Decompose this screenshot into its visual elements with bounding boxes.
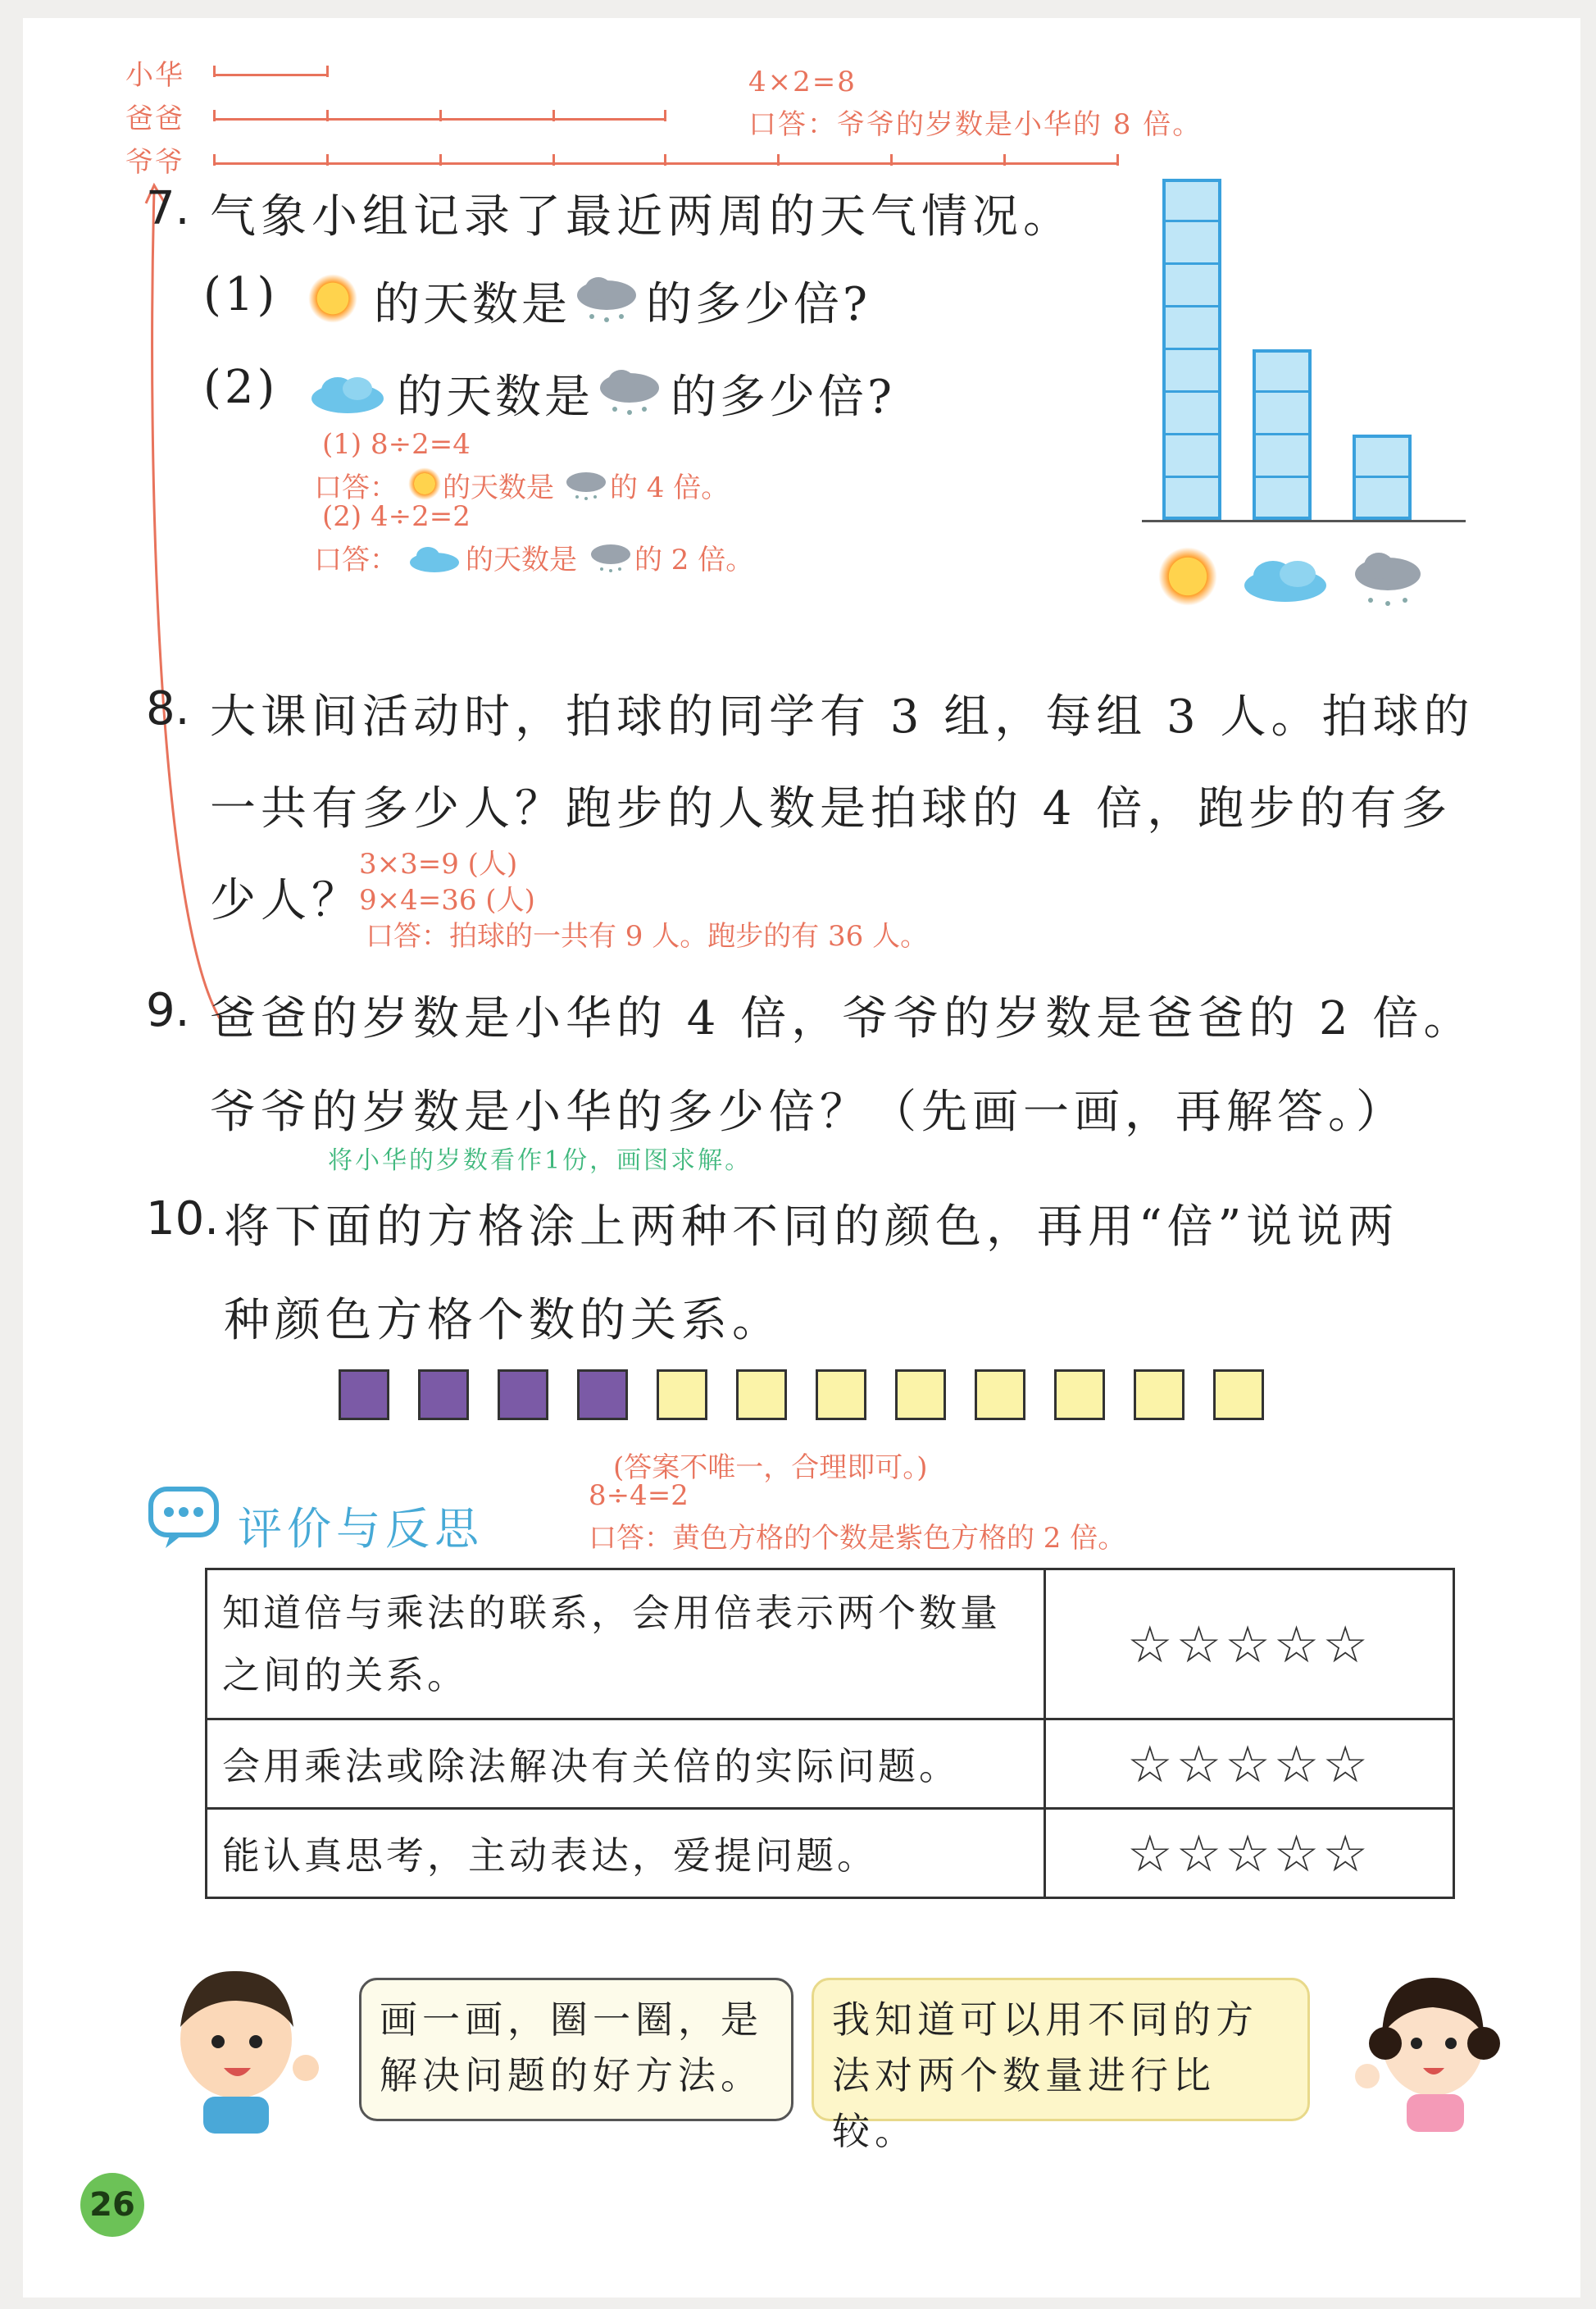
square-yellow[interactable] (1054, 1369, 1105, 1420)
tick (664, 154, 666, 166)
chart-bar-cloud-icon (1253, 349, 1312, 520)
rain-icon (564, 467, 608, 502)
cloud-icon (308, 371, 387, 415)
chart-bar-sun-icon (1162, 179, 1221, 520)
q10-line1: 将下面的方格涂上两种不同的颜色，再用“倍”说说两 (224, 1200, 1399, 1254)
q7-sub1-number: (1) (203, 268, 279, 321)
q8-line3: 少人？ (210, 874, 362, 927)
q10-answer: 口答：黄色方格的个数是紫色方格的 2 倍。 (589, 1522, 1126, 1555)
tick (439, 154, 442, 166)
q7-text: 气象小组记录了最近两周的天气情况。 (210, 190, 1074, 244)
tick (213, 66, 216, 77)
sun-icon (408, 467, 441, 500)
q8-number: 8. (146, 682, 190, 736)
q10-line2: 种颜色方格个数的关系。 (224, 1294, 783, 1347)
q7-number: 7. (146, 182, 190, 235)
q7-sub2-text-a: 的天数是 (397, 371, 593, 424)
rain-icon (589, 540, 633, 574)
square-yellow[interactable] (1213, 1369, 1264, 1420)
diagram-label-yeye: 爷爷 (125, 146, 184, 179)
star-rating[interactable]: ☆☆☆☆☆ (1045, 1719, 1454, 1809)
q7-answer1-prefix: 口答： (314, 471, 398, 504)
square-purple[interactable] (577, 1369, 628, 1420)
q7-sub1-text-a: 的天数是 (374, 278, 571, 331)
section-title: 评价与反思 (238, 1503, 484, 1555)
q7-answer2-mid: 的天数是 (466, 544, 577, 576)
chat-icon (146, 1484, 225, 1553)
eval-text: 能认真思考，主动表达，爱提问题。 (207, 1809, 1045, 1898)
chart-cell-divider (1166, 305, 1218, 307)
q10-note: (答案不唯一，合理即可。) (613, 1451, 928, 1484)
chart-cell-divider (1166, 262, 1218, 265)
square-yellow[interactable] (657, 1369, 707, 1420)
tick (326, 66, 329, 77)
evaluation-table (205, 1568, 1455, 1899)
square-yellow[interactable] (975, 1369, 1025, 1420)
q7-sub2-number: (2) (203, 361, 279, 414)
tick (1003, 154, 1006, 166)
q8-line1: 大课间活动时，拍球的同学有 3 组，每组 3 人。拍球的 (210, 690, 1475, 744)
boy-avatar (146, 1953, 334, 2134)
rain-icon (597, 367, 662, 419)
chart-bar-rain-icon (1353, 435, 1412, 520)
eval-text: 知道倍与乘法的联系，会用倍表示两个数量之间的关系。 (207, 1569, 1045, 1719)
table-row (207, 1809, 1454, 1898)
q8-line2: 一共有多少人？跑步的人数是拍球的 4 倍，跑步的有多 (210, 782, 1453, 836)
girl-avatar (1335, 1953, 1515, 2134)
page (23, 18, 1580, 2298)
eval-text: 会用乘法或除法解决有关倍的实际问题。 (207, 1719, 1045, 1809)
cloud-icon (1240, 553, 1330, 605)
tick (552, 154, 555, 166)
tick (326, 110, 329, 121)
star-rating[interactable]: ☆☆☆☆☆ (1045, 1809, 1454, 1898)
q7-answer2-expr: (2) 4÷2=2 (322, 500, 471, 533)
q8-answer2: 9×4=36 (人) (359, 884, 535, 917)
chart-cell-divider (1166, 390, 1218, 393)
table-row (207, 1569, 1454, 1719)
square-yellow[interactable] (736, 1369, 787, 1420)
girl-speech-bubble: 我知道可以用不同的方法对两个数量进行比较。 (812, 1978, 1310, 2121)
square-purple[interactable] (418, 1369, 469, 1420)
chart-cell-divider (1166, 220, 1218, 222)
tick (890, 154, 893, 166)
q8-answer1: 3×3=9 (人) (359, 848, 518, 881)
diagram-label-xiaohua: 小华 (125, 59, 184, 92)
q9-line2: 爷爷的岁数是小华的多少倍？（先画一画，再解答。） (210, 1086, 1407, 1139)
q7-sub2-text-b: 的多少倍? (671, 371, 896, 424)
chart-cell-divider (1166, 476, 1218, 478)
diagram-label-baba: 爸爸 (125, 102, 184, 135)
star-rating[interactable]: ☆☆☆☆☆ (1045, 1569, 1454, 1719)
rain-icon (574, 274, 639, 326)
q9-number: 9. (146, 984, 190, 1037)
q9-hint: 将小华的岁数看作1份，画图求解。 (328, 1146, 753, 1175)
q10-expr: 8÷4=2 (589, 1479, 689, 1512)
chart-cell-divider (1256, 476, 1308, 478)
q10-number: 10. (146, 1192, 220, 1246)
chart-baseline (1142, 520, 1466, 522)
diagram-answer-text: 口答：爷爷的岁数是小华的 8 倍。 (748, 108, 1203, 141)
square-purple[interactable] (339, 1369, 389, 1420)
tick (1116, 154, 1119, 166)
rain-icon (1351, 549, 1425, 613)
tick (664, 110, 666, 121)
tick (552, 110, 555, 121)
table-row (207, 1719, 1454, 1809)
q7-answer1-expr: (1) 8÷2=4 (322, 428, 471, 461)
chart-cell-divider (1256, 390, 1308, 393)
chart-cell-divider (1166, 433, 1218, 435)
q7-sub1-text-b: 的多少倍? (646, 278, 871, 331)
q7-answer1-mid: 的天数是 (443, 471, 554, 504)
chart-cell-divider (1356, 476, 1408, 478)
q8-answer3: 口答：拍球的一共有 9 人。跑步的有 36 人。 (366, 920, 929, 953)
square-yellow[interactable] (816, 1369, 866, 1420)
tick (213, 110, 216, 121)
chart-cell-divider (1256, 433, 1308, 435)
sun-icon (308, 274, 357, 323)
page-number: 26 (80, 2173, 144, 2237)
tick (213, 154, 216, 166)
cloud-icon (408, 543, 461, 574)
square-yellow[interactable] (895, 1369, 946, 1420)
sun-icon (1158, 547, 1217, 606)
q7-answer2-end: 的 2 倍。 (634, 544, 754, 576)
q7-answer1-end: 的 4 倍。 (610, 471, 730, 504)
square-purple[interactable] (498, 1369, 548, 1420)
q9-line1: 爸爸的岁数是小华的 4 倍，爷爷的岁数是爸爸的 2 倍。 (210, 992, 1475, 1045)
segment-xiaohua (213, 74, 328, 76)
tick (777, 154, 780, 166)
q7-answer2-prefix: 口答： (314, 544, 398, 576)
diagram-answer-expr: 4×2=8 (748, 66, 857, 98)
boy-speech-bubble: 画一画，圈一圈，是解决问题的好方法。 (359, 1978, 793, 2121)
tick (439, 110, 442, 121)
chart-cell-divider (1166, 348, 1218, 350)
square-yellow[interactable] (1134, 1369, 1184, 1420)
tick (326, 154, 329, 166)
